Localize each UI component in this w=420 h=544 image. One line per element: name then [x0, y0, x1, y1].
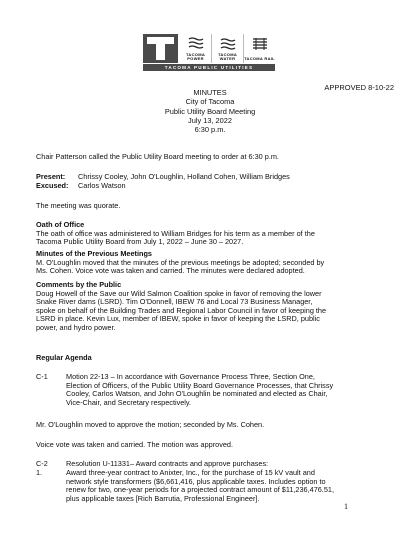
comments-text-3: spoke on behalf of the Building Trades and Regional Labor Council in favor of keeping the	[36, 305, 327, 315]
excused-label: Excused:	[36, 180, 69, 190]
t-logo-mark	[143, 34, 178, 63]
header-meeting: Public Utility Board Meeting	[164, 106, 256, 116]
minutes-text-2: Ms. Cohen. Voice vote was taken and carried. The minutes were declared adopted.	[36, 266, 305, 276]
water-waves-icon	[220, 36, 236, 52]
comments-text-4: LSRD in place. Kevin Lux, member of IBEW, spoke in favor of keeping the LSRD, public	[36, 314, 320, 324]
page-number: 1	[344, 502, 348, 511]
excused-names: Carlos Watson	[78, 180, 126, 190]
water-division	[211, 34, 243, 63]
oath-heading: Oath of Office	[36, 220, 85, 229]
subitem-1-line-4: plus applicable taxes [Rich Barrutia, Professional Engineer].	[66, 493, 260, 503]
call-to-order: Chair Patterson called the Public Utility Board meeting to order at 6:30 p.m.	[36, 152, 279, 161]
subitem-1-text	[66, 469, 392, 503]
t-letter-icon	[147, 37, 174, 60]
subitem-1-number: 1.	[36, 468, 43, 477]
approved-date: APPROVED 8-10-22	[324, 83, 394, 92]
comments-heading: Comments by the Public	[36, 280, 122, 289]
c1-line-3: Cooley, Carlos Watson, and John O'Loughlin be nominated and elected as Chair,	[66, 389, 328, 399]
tacoma-public-utilities-logo	[143, 34, 275, 71]
header-city: City of Tacoma	[185, 97, 235, 107]
minutes-heading: Minutes of the Previous Meetings	[36, 249, 152, 258]
quorate-statement: The meeting was quorate.	[36, 201, 121, 210]
subitem-1-line-2: network style transformers ($6,661,416, plus applicable taxes. Includes option to	[66, 476, 326, 486]
c2-number: C-2	[36, 459, 48, 468]
rail-division	[243, 34, 275, 63]
c2-line-1: Resolution U-11331– Award contracts and approve purchases:	[66, 459, 269, 468]
excused-row	[36, 182, 392, 191]
c1-line-4: Vice-Chair, and Secretary respectively.	[66, 397, 192, 407]
power-waves-icon	[188, 36, 204, 52]
subitem-1-line-1: Award three-year contract to Anixter, Inc., for the purchase of 15 kV vault and	[66, 468, 315, 477]
minutes-header	[0, 88, 420, 134]
minutes-section	[36, 250, 392, 276]
header-minutes: MINUTES	[193, 88, 227, 97]
power-division	[180, 34, 211, 63]
regular-agenda-heading: Regular Agenda	[36, 353, 92, 362]
c1-number: C-1	[36, 372, 48, 381]
oath-section	[36, 221, 392, 247]
water-label: TACOMA WATER	[217, 51, 238, 62]
oath-text-2: Tacoma Public Utility Board from July 1, 2022 – June 30 – 2027.	[36, 237, 244, 247]
present-label: Present:	[36, 172, 66, 181]
subitem-1-line-3: renew for two, one-year periods for a projected contract amount of $11,236,476.51,	[66, 485, 334, 495]
comments-text-2: Snake River dams (LSRD). Tim O'Donnell, IBEW 76 and Local 73 Business Manager,	[36, 297, 313, 307]
motion-moved: Mr. O'Loughlin moved to approve the motion; seconded by Ms. Cohen.	[36, 420, 265, 429]
attendance	[36, 173, 392, 190]
header-date: July 13, 2022	[188, 115, 232, 125]
present-names: Chrissy Cooley, John O'Loughlin, Holland Cohen, William Bridges	[78, 172, 290, 181]
c1-text	[66, 373, 392, 407]
agenda-item-c1	[36, 373, 392, 407]
comments-text-1: Doug Howell of the Save our Wild Salmon Coalition spoke in favor of removing the lower	[36, 288, 322, 298]
power-label: TACOMA POWER	[185, 51, 206, 62]
rail-label: TACOMA RAIL	[244, 56, 275, 62]
c2-subitem-1	[36, 469, 392, 503]
rail-tracks-icon	[252, 36, 268, 52]
c1-line-1: Motion 22-13 – In accordance with Governance Process Three, Section One,	[66, 372, 315, 381]
public-comments-section	[36, 281, 392, 333]
header-time: 6:30 p.m.	[194, 125, 226, 134]
division-icons	[180, 34, 275, 63]
oath-text-1: The oath of office was administered to William Bridges for his term as a member of the	[36, 228, 315, 238]
logo-band: TACOMA PUBLIC UTILITIES	[143, 64, 275, 71]
comments-text-5: power, and hydro power.	[36, 323, 116, 333]
c1-line-2: Election of Officers, of the Public Utility Board Governance Processes, that Chrissy	[66, 380, 334, 390]
voice-vote-result: Voice vote was taken and carried. The motion was approved.	[36, 440, 233, 449]
minutes-text-1: M. O'Loughlin moved that the minutes of the previous meetings be adopted; seconded by	[36, 257, 325, 267]
